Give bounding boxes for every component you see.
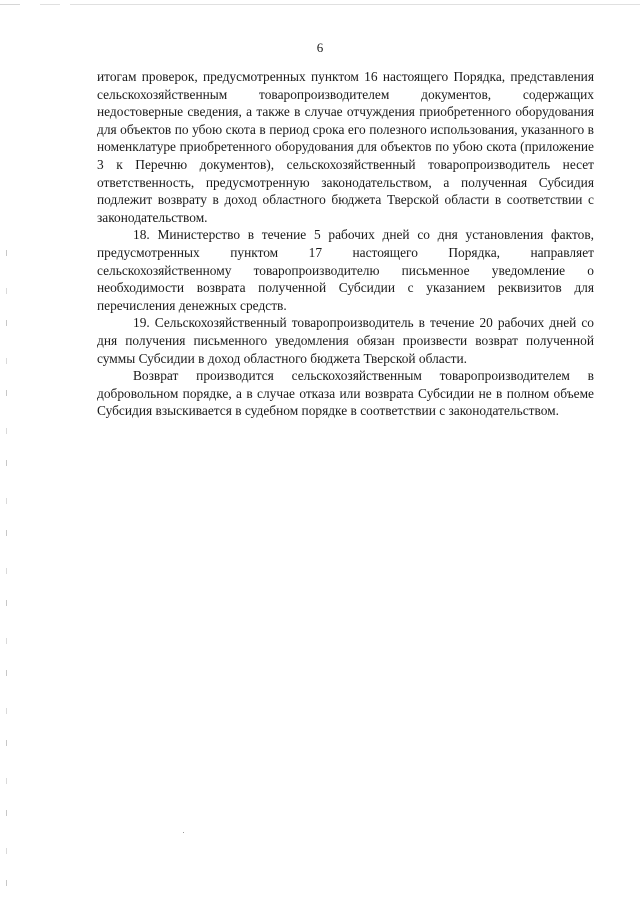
paragraph-18: 18. Министерство в течение 5 рабочих дней со дня установления фактов, предусмотренных пунктом 17 настоящего Порядка, направляет сельскохозяйственному товаропроизводителю письменное уведомление о необходимости возврата полученной Субсидии с указанием реквизитов для перечисления денежных средств.: [97, 227, 594, 313]
page-number: 6: [316, 40, 324, 55]
body-text: [97, 68, 594, 420]
paragraph-19: 19. Сельскохозяйственный товаропроизводитель в течение 20 рабочих дней со дня получения письменного уведомления обязан произвести возврат полученной суммы Субсидии в доход областного бюджета Тверской области.: [97, 315, 594, 366]
paragraph-17-continuation: итогам проверок, предусмотренных пунктом 16 настоящего Порядка, представления сельскохозяйственным товаропроизводителем документов, содержащих недостоверные сведения, а также в случае отчуждения приобретенного оборудования для объектов по убою скота в период срока его полезного использования, указанного в номенклатуре приобретенного оборудования для объектов по убою скота (приложение 3 к Перечню документов), сельскохозяйственный товаропроизводитель несет ответственность, предусмотренную законодательством, а полученная Субсидия подлежит возврату в доход областного бюджета Тверской области в соответствии с законодательством.: [97, 69, 594, 225]
scan-top-rule: [0, 4, 640, 5]
scan-left-edge: [6, 250, 7, 890]
paragraph-refund: Возврат производится сельскохозяйственным товаропроизводителем в добровольном порядке, а в случае отказа или возврата Субсидии не в полном объеме Субсидия взыскивается в судебном порядке в соответствии с законодательством.: [97, 368, 594, 419]
scan-dot: [183, 832, 184, 833]
